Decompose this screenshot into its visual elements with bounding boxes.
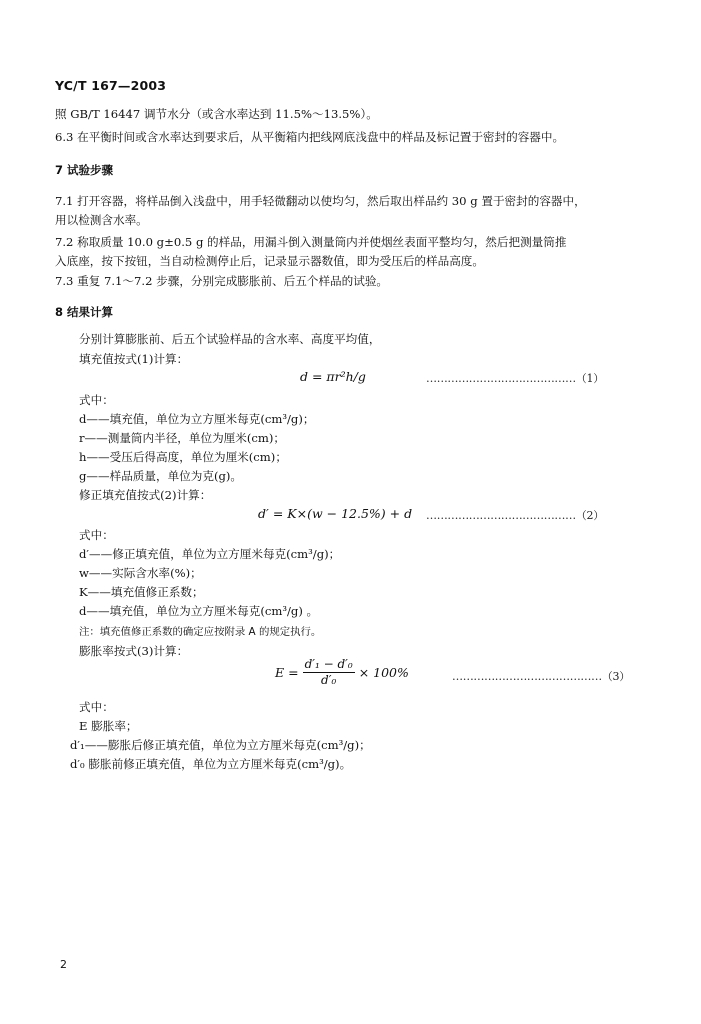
variable-definition: E 膨胀率；: [79, 719, 138, 733]
text-line: 填充值按式(1)计算：: [79, 352, 189, 366]
clause-7-1: 7.1 打开容器，将样品倒入浅盘中，用手轻微翻动以使均匀，然后取出样品约 30 g 置于密封的容器中，: [55, 194, 586, 208]
variable-definition: r——测量筒内半径，单位为厘米(cm)；: [79, 431, 285, 445]
variable-definition: d′——修正填充值，单位为立方厘米每克(cm³/g)；: [79, 547, 341, 561]
note: 注：填充值修正系数的确定应按附录 A 的规定执行。: [79, 626, 322, 638]
variable-definition: d′₀ 膨胀前修正填充值，单位为立方厘米每克(cm³/g)。: [70, 757, 352, 771]
equation-3-lhs: E =: [275, 664, 299, 680]
equation-2-number: ……………………………………（2）: [426, 509, 604, 522]
variable-definition: w——实际含水率(%)；: [79, 566, 202, 580]
variable-definition: h——受压后得高度，单位为厘米(cm)；: [79, 450, 287, 464]
variable-definition: d——填充值，单位为立方厘米每克(cm³/g)；: [79, 412, 315, 426]
text-line: 分别计算膨胀前、后五个试验样品的含水率、高度平均值，: [79, 332, 381, 346]
page-number: 2: [60, 958, 67, 971]
document-code-header: YC/T 167—2003: [55, 78, 167, 93]
variable-definition: g——样品质量，单位为克(g)。: [79, 469, 243, 483]
section-7-heading: 7 试验步骤: [55, 163, 114, 177]
clause-7-2: 7.2 称取质量 10.0 g±0.5 g 的样品，用漏斗倒入测量筒内并使烟丝表面平整均匀，然后把测量筒推: [55, 235, 567, 249]
equation-3-number: ……………………………………（3）: [452, 670, 630, 683]
text-line: 式中：: [79, 393, 114, 407]
equation-3: [275, 657, 409, 687]
section-8-heading: 8 结果计算: [55, 305, 114, 319]
text-line: 膨胀率按式(3)计算：: [79, 644, 189, 658]
text-line: 式中：: [79, 528, 114, 542]
clause-7-3: 7.3 重复 7.1～7.2 步骤，分别完成膨胀前、后五个样品的试验。: [55, 274, 389, 288]
text-line: 式中：: [79, 700, 114, 714]
clause-6-3: 6.3 在平衡时间或含水率达到要求后，从平衡箱内把线网底浅盘中的样品及标记置于密封的容器中。: [55, 130, 565, 144]
equation-3-denominator: d′₀: [321, 673, 337, 687]
text-line: 修正填充值按式(2)计算：: [79, 488, 212, 502]
equation-1: d = πr²h/g: [300, 369, 366, 384]
text-line: 入底座，按下按钮，当自动检测停止后，记录显示器数值，即为受压后的样品高度。: [55, 254, 484, 268]
variable-definition: K——填充值修正系数；: [79, 585, 204, 599]
equation-2: d′ = K×(w − 12.5%) + d: [258, 506, 413, 521]
text-line: 照 GB/T 16447 调节水分（或含水率达到 11.5%～13.5%）。: [55, 107, 378, 121]
equation-1-number: ……………………………………（1）: [426, 372, 604, 385]
equation-3-numerator: d′₁ − d′₀: [304, 657, 353, 671]
equation-3-rhs: × 100%: [358, 664, 409, 680]
text-line: 用以检测含水率。: [55, 213, 148, 227]
variable-definition: d′₁——膨胀后修正填充值，单位为立方厘米每克(cm³/g)；: [70, 738, 371, 752]
variable-definition: d——填充值，单位为立方厘米每克(cm³/g) 。: [79, 604, 319, 618]
equation-3-fraction: [303, 657, 355, 687]
